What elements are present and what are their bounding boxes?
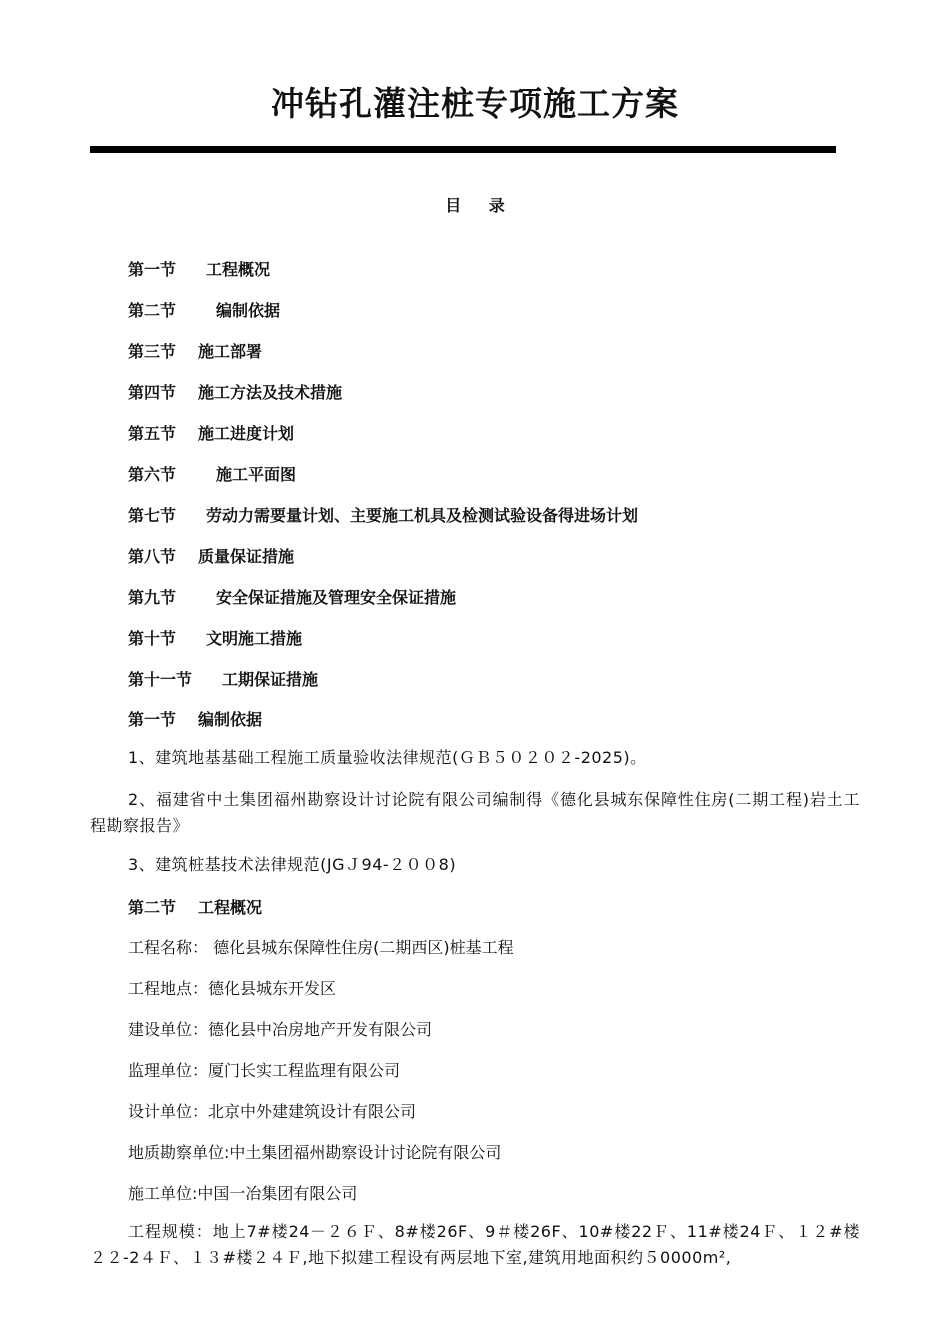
toc-item xyxy=(128,298,280,321)
project-location-field: 工程地点：德化县城东开发区 xyxy=(128,979,337,998)
toc-item xyxy=(128,380,342,403)
toc-item-title: 施工方法及技术措施 xyxy=(198,383,343,402)
section-number: 第一节 xyxy=(128,710,177,729)
toc-item-number: 第九节 xyxy=(128,588,177,607)
toc-item-title: 编制依据 xyxy=(216,301,281,320)
section-heading xyxy=(128,707,262,730)
basis-item: 3、建筑桩基技术法律规范(JGＪ94-２００8) xyxy=(128,855,457,874)
toc-item-number: 第七节 xyxy=(128,506,177,525)
toc-item-number: 第十一节 xyxy=(128,670,193,689)
toc-item-title: 工程概况 xyxy=(206,260,271,279)
project-scale-paragraph: 工程规模：地上7#楼24－２６Ｆ、8#楼26F、9＃楼26F、10#楼22Ｆ、11#楼24Ｆ、１２#楼２２-2４Ｆ、１３#楼２４Ｆ,地下拟建工程设有两层地下室,建筑用地面积约５0000m², xyxy=(90,1222,860,1267)
toc-item-title: 文明施工措施 xyxy=(206,629,303,648)
toc-item xyxy=(128,585,456,608)
toc-item xyxy=(128,421,294,444)
toc-item-number: 第一节 xyxy=(128,260,177,279)
toc-item-title: 劳动力需要量计划、主要施工机具及检测试验设备得进场计划 xyxy=(206,506,639,525)
toc-item-number: 第八节 xyxy=(128,547,177,566)
contractor-field: 施工单位:中国一冶集团有限公司 xyxy=(128,1184,358,1203)
toc-item-title: 施工部署 xyxy=(198,342,263,361)
toc-item xyxy=(128,544,294,567)
designer-field: 设计单位：北京中外建建筑设计有限公司 xyxy=(128,1102,417,1121)
section-heading xyxy=(128,895,262,918)
toc-item xyxy=(128,667,318,690)
toc-item-title: 施工平面图 xyxy=(216,465,297,484)
owner-field: 建设单位：德化县中冶房地产开发有限公司 xyxy=(128,1020,433,1039)
toc-item-number: 第四节 xyxy=(128,383,177,402)
supervisor-field: 监理单位：厦门长实工程监理有限公司 xyxy=(128,1061,401,1080)
toc-item-title: 工期保证措施 xyxy=(222,670,319,689)
project-name-field: 工程名称： 德化县城东保障性住房(二期西区)桩基工程 xyxy=(128,938,514,957)
document-title: 冲钻孔灌注桩专项施工方案 xyxy=(271,84,679,123)
toc-item xyxy=(128,626,302,649)
toc-item-number: 第十节 xyxy=(128,629,177,648)
section-title: 工程概况 xyxy=(198,898,263,917)
basis-item: 1、建筑地基基础工程施工质量验收法律规范(ＧＢ５０２０２-2025)。 xyxy=(128,748,647,767)
section-number: 第二节 xyxy=(128,898,177,917)
toc-item-number: 第二节 xyxy=(128,301,177,320)
title-divider xyxy=(90,146,836,153)
toc-item-number: 第五节 xyxy=(128,424,177,443)
toc-item-title: 质量保证措施 xyxy=(198,547,295,566)
survey-unit-field: 地质勘察单位:中土集团福州勘察设计讨论院有限公司 xyxy=(128,1143,502,1162)
toc-item xyxy=(128,462,296,485)
toc-item-title: 施工进度计划 xyxy=(198,424,295,443)
toc-item xyxy=(128,257,270,280)
toc-heading: 目 录 xyxy=(445,196,505,215)
section-title: 编制依据 xyxy=(198,710,263,729)
toc-item-number: 第六节 xyxy=(128,465,177,484)
toc-item-title: 安全保证措施及管理安全保证措施 xyxy=(216,588,457,607)
toc-item xyxy=(128,503,638,526)
toc-item-number: 第三节 xyxy=(128,342,177,361)
basis-item: 2、福建省中土集团福州勘察设计讨论院有限公司编制得《德化县城东保障性住房(二期工程)岩土工程勘察报告》 xyxy=(90,790,860,835)
toc-item xyxy=(128,339,262,362)
